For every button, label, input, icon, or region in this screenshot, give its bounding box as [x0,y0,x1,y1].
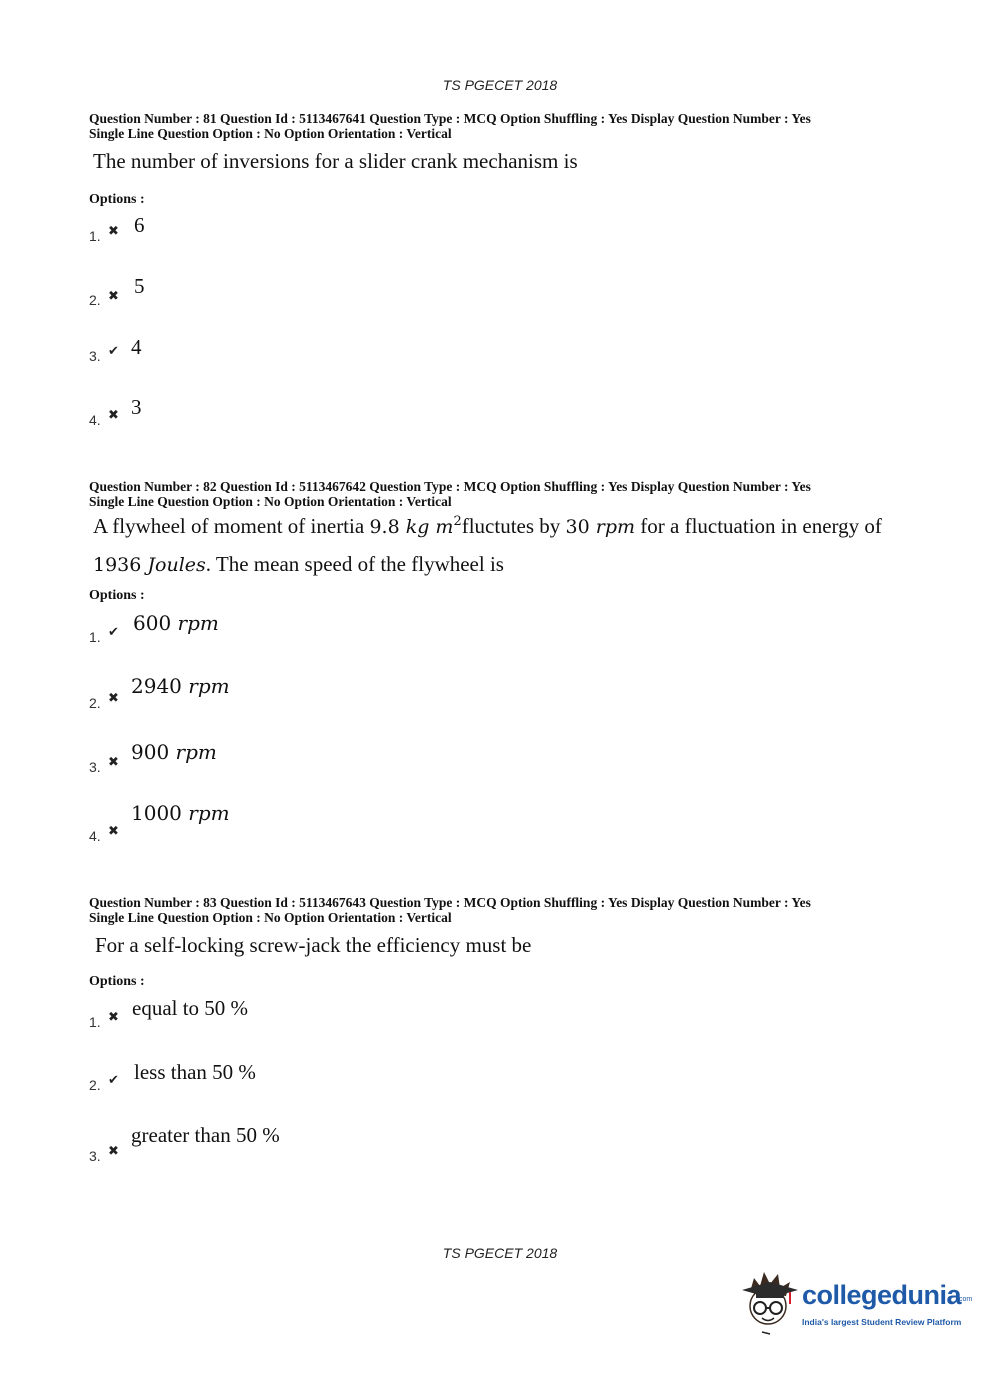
math-exponent: 2 [453,514,462,529]
option-number-value: 2940 [131,674,189,698]
meta-line-1: Question Number : 82 Question Id : 5113467642 Question Type : MCQ Option Shuffling : Yes Display Question Number : Yes [89,479,811,494]
option-number-value: 900 [131,740,176,764]
option-value: greater than 50 % [131,1123,280,1147]
page-header: TS PGECET 2018 [442,77,558,93]
question-82-meta [89,479,909,509]
option-number: 3. [89,1148,101,1164]
option-value: 5 [134,274,145,298]
option-unit: rpm [175,740,217,764]
option-value [131,801,230,825]
question-text: . The mean speed of the flywheel is [205,552,504,576]
question-81-meta [89,111,909,141]
check-icon: ✔ [108,1073,119,1088]
option-value [131,740,217,764]
option-unit: rpm [188,801,230,825]
question-text: for a fluctuation in energy of [635,514,882,538]
option-value [131,674,230,698]
check-icon: ✔ [108,344,119,359]
option-value: less than 50 % [134,1060,256,1084]
cross-icon: ✖ [108,691,119,706]
math-value: 30 [565,516,596,538]
question-82-text-line-2 [93,552,913,577]
math-unit: kg m [405,516,454,538]
page-footer: TS PGECET 2018 [442,1245,558,1261]
option-number: 2. [89,695,101,711]
cross-icon: ✖ [108,1144,119,1159]
option-number: 1. [89,629,101,645]
option-number: 3. [89,759,101,775]
logo-domain: .com [957,1296,973,1303]
math-unit: Joules [147,554,206,576]
math-value: 9.8 [369,516,406,538]
logo-tagline: India's largest Student Review Platform [802,1317,962,1327]
collegedunia-logo [740,1268,973,1340]
cross-icon: ✖ [108,1010,119,1025]
option-number: 1. [89,1014,101,1030]
question-text: fluctutes by [461,514,566,538]
meta-line-1: Question Number : 81 Question Id : 5113467641 Question Type : MCQ Option Shuffling : Yes Display Question Number : Yes [89,111,811,126]
meta-line-1: Question Number : 83 Question Id : 5113467643 Question Type : MCQ Option Shuffling : Yes Display Question Number : Yes [89,895,811,910]
cross-icon: ✖ [108,289,119,304]
options-label: Options : [89,974,145,989]
options-label: Options : [89,588,145,603]
option-number: 4. [89,828,101,844]
meta-line-2: Single Line Question Option : No Option Orientation : Vertical [89,910,452,925]
options-label: Options : [89,192,145,207]
option-number: 3. [89,348,101,364]
logo-wordmark: collegedunia [802,1280,962,1310]
math-value: 1936 [93,554,148,576]
option-number: 2. [89,1077,101,1093]
option-number: 4. [89,412,101,428]
cross-icon: ✖ [108,755,119,770]
option-value: equal to 50 % [132,996,249,1020]
option-number: 2. [89,292,101,308]
meta-line-2: Single Line Question Option : No Option Orientation : Vertical [89,494,452,509]
option-value: 3 [131,395,142,419]
meta-line-2: Single Line Question Option : No Option Orientation : Vertical [89,126,452,141]
option-number-value: 600 [133,611,178,635]
question-83-text: For a self-locking screw-jack the efficiency must be [95,933,532,957]
mascot-icon [740,1268,800,1340]
cross-icon: ✖ [108,408,119,423]
question-81-text: The number of inversions for a slider crank mechanism is [93,149,578,173]
math-unit: rpm [595,516,636,538]
option-number-value: 1000 [131,801,189,825]
cross-icon: ✖ [108,824,119,839]
cross-icon: ✖ [108,224,119,239]
question-82-text-line-1 [93,514,913,539]
question-83-meta [89,895,909,925]
option-value: 6 [134,213,145,237]
check-icon: ✔ [108,625,119,640]
option-unit: rpm [177,611,219,635]
question-text: A flywheel of moment of inertia [93,514,370,538]
option-number: 1. [89,228,101,244]
option-value: 4 [131,335,142,359]
option-value [133,611,219,635]
option-unit: rpm [188,674,230,698]
